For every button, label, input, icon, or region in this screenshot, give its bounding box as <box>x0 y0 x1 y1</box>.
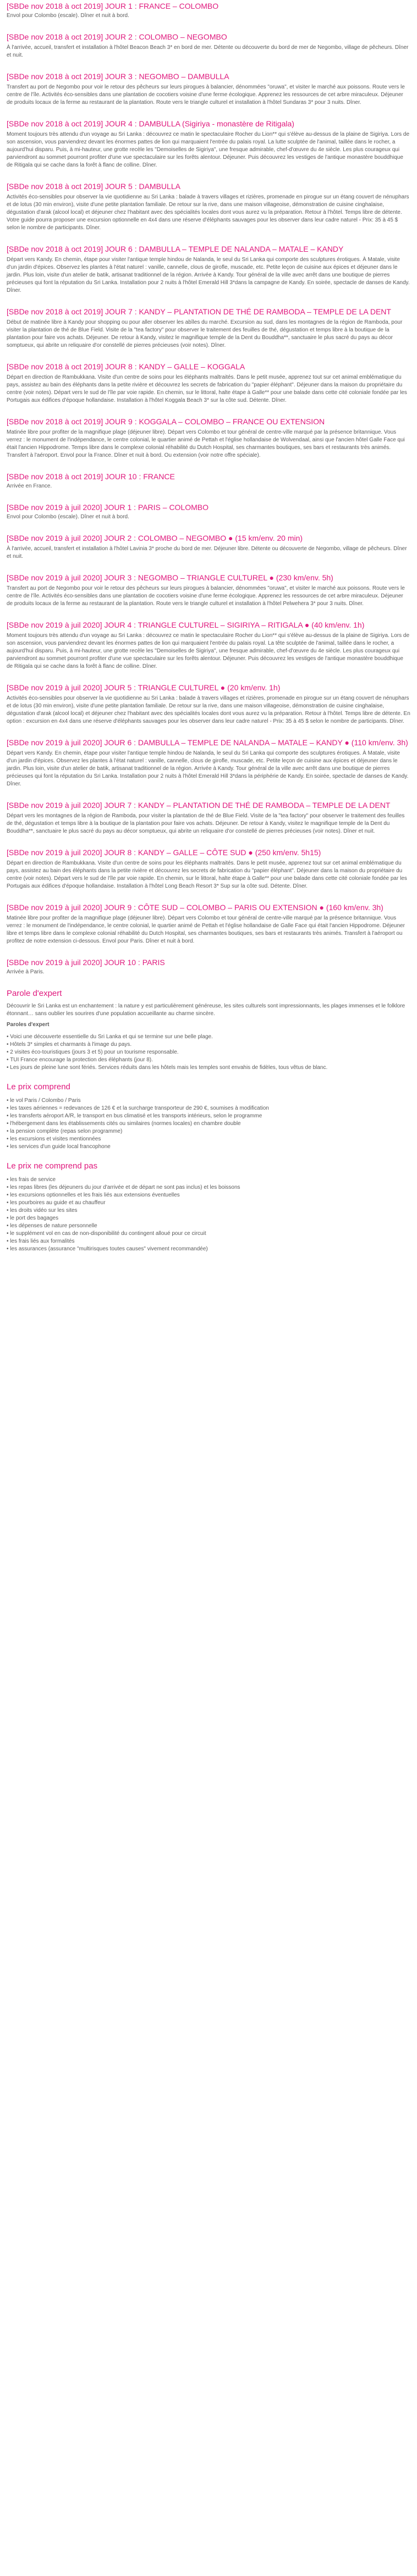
day-title: [SBDe nov 2019 à juil 2020] JOUR 9 : CÔTE SUD – COLOMBO – PARIS OU EXTENSION ● (160 km/env. 3h) <box>7 903 383 912</box>
day-description: Départ vers les montagnes de la région de Ramboda, pour visiter la plantation de thé de Blue Field. Visite de la "tea factory" pour observer le traitement des feuilles de thé, dégustation et temps libre à la boutique de la plantation pour faire vos achats. Déjeuner. De retour à Kandy, visitez le magnifique temple de la Dent du Bouddha**, sanctuaire le plus sacré du pays au décor somptueux, qui abrite un reliquaire d'or constellé de pierres précieuses (voir notes). Dîner et nuit. <box>7 813 405 834</box>
day-title: [SBDe nov 2019 à juil 2020] JOUR 2 : COLOMBO – NEGOMBO ● (15 km/env. 20 min) <box>7 534 303 542</box>
day-title: [SBDe nov 2018 à oct 2019] JOUR 5 : DAMBULLA <box>7 182 180 191</box>
day-description: Moment toujours très attendu d'un voyage au Sri Lanka : découvrez ce matin le spectaculaire Rocher du Lion** qui s'élève au-dessus de la plaine de Sigiriya. Lors de son ascension, vous parviendrez devant les énormes pattes de lion qui marquaient l'entrée du palais royal. La tête sculptée de l'animal, taillée dans le rocher, a aujourd'hui disparu. Puis, à mi-hauteur, une grotte recèle les "Demoiselles de Sigiriya", une fresque admirable, chef-d'œuvre du 4e siècle. Les plus courageux qui parviendront au sommet pourront profiter d'une vue spectaculaire sur les forêts alentour. Déjeuner. Puis découvrez les vestiges de l'antique monastère bouddhique de Ritigala qui se cache dans la forêt à flanc de colline. Dîner. <box>7 633 410 669</box>
day-block <box>7 71 410 107</box>
day-description: Début de matinée libre à Kandy pour shopping ou pour aller observer les abîles du marché. Excursion au sud, dans les montagnes de la région de Ramboda, pour visiter la plantation de thé de Blue Field. Visite de la "tea factory" pour observer le traitement des feuilles de thé, dégustation et temps libre à la boutique de la plantation pour faire vos achats. Déjeuner. De retour à Kandy, visitez le magnifique temple de la Dent du Bouddha**, sanctuaire le plus sacré du pays au décor somptueux, qui abrite un reliquaire d'or constellé de pierres précieuses (voir notes). Dîner. <box>7 319 403 348</box>
list-item: • les droits vidéo sur les sites <box>7 1207 410 1215</box>
day-description: Moment toujours très attendu d'un voyage au Sri Lanka : découvrez ce matin le spectaculaire Rocher du Lion** qui s'élève au-dessus de la plaine de Sigiriya. Lors de son ascension, vous parviendrez devant les énormes pattes de lion qui marquaient l'entrée du palais royal. La lutte sculptée de l'animal, taillée dans le rocher, a aujourd'hui disparu. Puis, à mi-hauteur, une grotte recèle les "Demoiselles de Sigiriya", une fresque admirable, chef-d'œuvre du 4e siècle. Les plus courageux qui parviendront au sommet pourront profiter d'une vue spectaculaire sur les forêts alentour. Déjeuner. Puis découvrez les vestiges de l'antique monastère bouddhique de Ritigala qui se cache dans la forêt à flanc de colline. Dîner. <box>7 131 410 168</box>
day-title: [SBDe nov 2018 à oct 2019] JOUR 7 : KANDY – PLANTATION DE THÉ DE RAMBODA – TEMPLE DE LA DENT <box>7 307 391 316</box>
includes-section <box>7 1082 410 1151</box>
expert-list <box>7 1033 410 1072</box>
page <box>0 0 417 1276</box>
day-title: [SBDe nov 2019 à juil 2020] JOUR 10 : PARIS <box>7 958 165 967</box>
day-title: [SBDe nov 2018 à oct 2019] JOUR 8 : KANDY – GALLE – KOGGALA <box>7 362 245 371</box>
itinerary <box>7 1 410 976</box>
list-item: • les dépenses de nature personnelle <box>7 1222 410 1230</box>
day-block <box>7 472 410 490</box>
list-item: • la pension complète (repas selon programme) <box>7 1128 410 1135</box>
day-title: [SBDe nov 2019 à juil 2020] JOUR 4 : TRIANGLE CULTUREL – SIGIRIYA – RITIGALA ● (40 km/env. 1h) <box>7 621 365 629</box>
day-title: [SBDe nov 2018 à oct 2019] JOUR 1 : FRANCE – COLOMBO <box>7 2 219 10</box>
day-block <box>7 620 410 671</box>
day-description: Activités éco-sensibles pour observer la vie quotidienne au Sri Lanka : balade à travers villages et rizières, promenade en pirogue sur un étang couvert de nénuphars et de lotus (30 min environ), visite d'une petite plantation familiale. De retour sur la rive, dans une maison villageoise, démonstration de cuisine cinghalaise, dégustation d'arak (alcool local) et déjeuner chez l'habitant avec des spécialités locales dont vous aurez vu la préparation. Retour à l'hôtel. Temps libre de détente. En option : excursion en 4x4 dans une réserve d'éléphants sauvages pour les observer dans leur cadre naturel - Prix: 35 à 45 $ selon le nombre de participants. Dîner. <box>7 695 410 724</box>
day-description: Départ en direction de Rambukkana. Visite d'un centre de soins pour les éléphants maltraités. Dans le petit musée, apprenez tout sur cet animal emblématique du pays, assistez au bain des éléphants dans la petite rivière et découvrez les secrets de fabrication du "papier éléphant". Déjeuner dans la maison du propriétaire du centre (voir notes). Départ vers le sud de l'île par voie rapide. En chemin, sur le littoral, halte étape à Galle** pour une balade dans cette cité coloniale fondée par les Portugais aux édifices d'époque hollandaise. Installation à l'hôtel Long Beach Resort 3* Sup sur la côte sud. Détente. Dîner. <box>7 860 407 889</box>
day-block <box>7 683 410 725</box>
day-block <box>7 32 410 59</box>
expert-title: Parole d'expert <box>7 989 62 998</box>
list-item: • le supplément vol en cas de non-disponibilité du contingent alloué pour ce circuit <box>7 1230 410 1238</box>
list-item: • les transferts aéroport A/R, le transport en bus climatisé et les transports intérieurs, selon le programme <box>7 1112 410 1120</box>
day-description: Matinée libre pour profiter de la magnifique plage (déjeuner libre). Départ vers Colombo et tour général de centre-ville marqué par la présence britannique. Vous verrez : le monument de l'indépendance, le centre colonial, le quartier animé de Pettah et l'église hollandaise de Wolvendaal, ainsi que l'ancien hôtel Galle Face qui était l'ancien Hippodrome. Temps libre dans le complexe colonial réhabilité du Dutch Hospital, ses charmantes boutiques, ses bars et restaurants très animés. Transfert à l'aéroport. Envol pour la France. Dîner et nuit à bord. Ou extension (voir notre offre spéciale). <box>7 429 405 458</box>
list-item: • le port des bagages <box>7 1215 410 1222</box>
day-block <box>7 307 410 350</box>
day-title: [SBDe nov 2018 à oct 2019] JOUR 4 : DAMBULLA (Sigiriya - monastère de Ritigala) <box>7 119 294 128</box>
list-item: • les frais de service <box>7 1176 410 1184</box>
day-title: [SBDe nov 2019 à juil 2020] JOUR 5 : TRIANGLE CULTUREL ● (20 km/env. 1h) <box>7 683 281 692</box>
list-item: • les services d'un guide local francophone <box>7 1143 410 1151</box>
list-item: • les repas libres (les déjeuners du jour d'arrivée et de départ ne sont pas inclus) et les boissons <box>7 1184 410 1192</box>
day-subtitle: Arrivée en France. <box>7 483 52 489</box>
includes-title: Le prix comprend <box>7 1082 70 1092</box>
day-description: À l'arrivée, accueil, transfert et installation à l'hôtel Beacon Beach 3* en bord de mer. Détente ou découverte du bord de mer de Negombo, village de pêcheurs. Dîner et nuit. <box>7 45 409 58</box>
list-item: • les excursions et visites mentionnées <box>7 1135 410 1143</box>
list-item: • TUI France encourage la protection des éléphants (jour 8). <box>7 1056 410 1064</box>
day-description: À l'arrivée, accueil, transfert et installation à l'hôtel Lavinia 3* proche du bord de mer. Déjeuner libre. Détente ou découverte de Negombo, village de pêcheurs. Dîner et nuit. <box>7 546 407 559</box>
day-description: Départ vers Kandy. En chemin, étape pour visiter l'antique temple hindou de Nalanda, le seul du Sri Lanka qui comporte des sculptures érotiques. À Matale, visite d'un jardin d'épices. Observez les plantes à l'état naturel : vanille, cannelle, clous de girofle, muscade, etc. Petite leçon de cuisine aux épices et déjeuner dans le jardin. Plus loin, visite d'un atelier de batik, artisanat traditionnel de la région. Arrivée à Kandy. Tour général de la ville avec arrêt dans une boutique de pierres précieuses qui font la réputation du Sri Lanka. Installation pour 2 nuits à l'hôtel Emerald Hill 3*dans la périphérie de Kandy. En soirée, spectacle de danses de Kandy. Dîner. <box>7 750 409 787</box>
day-title: [SBDe nov 2018 à oct 2019] JOUR 3 : NEGOMBO – DAMBULLA <box>7 72 229 81</box>
day-block <box>7 738 410 788</box>
day-block <box>7 417 410 459</box>
list-item: • le vol Paris / Colombo / Paris <box>7 1097 410 1105</box>
day-title: [SBDe nov 2019 à juil 2020] JOUR 6 : DAMBULLA – TEMPLE DE NALANDA – MATALE – KANDY ● (110 km/env. 3h) <box>7 738 408 747</box>
day-title: [SBDe nov 2019 à juil 2020] JOUR 1 : PARIS – COLOMBO <box>7 503 209 512</box>
list-item: • les taxes aériennes = redevances de 126 € et la surcharge transporteur de 290 €, soumises à modification <box>7 1105 410 1112</box>
day-title: [SBDe nov 2018 à oct 2019] JOUR 6 : DAMBULLA – TEMPLE DE NALANDA – MATALE – KANDY <box>7 245 344 253</box>
day-block <box>7 244 410 295</box>
day-title: [SBDe nov 2018 à oct 2019] JOUR 9 : KOGGALA – COLOMBO – FRANCE OU EXTENSION <box>7 417 325 426</box>
day-block <box>7 573 410 608</box>
day-block <box>7 1 410 20</box>
day-description: Activités éco-sensibles pour observer la vie quotidienne au Sri Lanka : balade à travers villages et rizières, promenade en pirogue sur un étang couvert de nénuphars et de lotus (30 min environ), visite d'une petite plantation familiale. De retour sur la rive, dans une maison villageoise, démonstration de cuisine cinghalaise, dégustation d'arak (alcool local) et déjeuner chez l'habitant avec des spécialités locales dont vous aurez vu la préparation. Retour à l'hôtel. Temps libre de détente. Votre guide pourra proposer une excursion optionnelle en 4x4 dans une réserve d'éléphants sauvages pour les observer dans leur cadre naturel - Prix: 35 à 45 $ selon le nombre de participants. Dîner. <box>7 194 409 231</box>
day-description: Départ en direction de Rambukkana. Visite d'un centre de soins pour les éléphants maltraités. Dans le petit musée, apprenez tout sur cet animal emblématique du pays, assistez au bain des éléphants dans la petite rivière et découvrez les secrets de fabrication du "papier éléphant". Déjeuner dans la maison du propriétaire du centre (voir notes). Départ vers le sud de l'île par voie rapide. En chemin, sur le littoral, halte étape à Galle** pour une balade dans cette cité coloniale fondée par les Portugais aux édifices d'époque hollandaise. Installation à l'hôtel Koggala Beach 3* sur la côte sud. Détente. Dîner. <box>7 374 407 403</box>
list-item: • Les jours de pleine lune sont fériés. Services réduits dans les hôtels mais les temples sont envahis de fidèles, tous vêtus de blanc. <box>7 1064 410 1072</box>
excludes-title: Le prix ne comprend pas <box>7 1161 98 1171</box>
day-title: [SBDe nov 2018 à oct 2019] JOUR 10 : FRANCE <box>7 472 175 481</box>
excludes-section <box>7 1161 410 1253</box>
list-item: • Hôtels 3* simples et charmants à l'image du pays. <box>7 1041 410 1049</box>
day-subtitle: Envol pour Colombo (escale). Dîner et nuit à bord. <box>7 13 129 19</box>
day-title: [SBDe nov 2019 à juil 2020] JOUR 7 : KANDY – PLANTATION DE THÉ DE RAMBODA – TEMPLE DE LA DENT <box>7 801 391 810</box>
includes-list <box>7 1097 410 1151</box>
day-block <box>7 847 410 890</box>
day-block <box>7 533 410 561</box>
excludes-list <box>7 1176 410 1253</box>
day-description: Matinée libre pour profiter de la magnifique plage (déjeuner libre). Départ vers Colombo et tour général de centre-ville marqué par la présence britannique. Vous verrez : le monument de l'indépendance, le centre colonial, le quartier animé de Pettah et l'église hollandaise de Galle Face qui était l'ancien Hippodrome. Déjeuner libre et temps libre dans le complexe colonial réhabilité du Dutch Hospital, ses charmantes boutiques, ses bars et restaurants très animés. Transfert à l'aéroport ou profitez de notre extension ci-dessous. Envol pour Paris. Dîner et nuit à bord. <box>7 915 405 944</box>
list-item: • les assurances (assurance "multirisques toutes causes" vivement recommandée) <box>7 1245 410 1253</box>
day-title: [SBDe nov 2018 à oct 2019] JOUR 2 : COLOMBO – NEGOMBO <box>7 32 227 41</box>
list-item: • Voici une découverte essentielle du Sri Lanka et qui se termine sur une belle plage. <box>7 1033 410 1041</box>
day-subtitle: Arrivée à Paris. <box>7 969 45 975</box>
day-block <box>7 502 410 521</box>
day-block <box>7 957 410 976</box>
day-description: Transfert au port de Negombo pour voir le retour des pêcheurs sur leurs pirogues à balancier, dénommées "oruwa", et visiter le marché aux poissons. Route vers le centre de l'île. Activités éco-sensibles dans une plantation de cocotiers voisine d'une ferme écologique. Apprenez les ressources de cet arbre miraculeux. Déjeuner de produits locaux de la ferme au restaurant de la plantation. Route vers le triangle culturel et installation à l'hôtel Sundaras 3* pour 3 nuits. Dîner. <box>7 84 405 106</box>
day-block <box>7 362 410 405</box>
day-description: Départ vers Kandy. En chemin, étape pour visiter l'antique temple hindou de Nalanda, le seul du Sri Lanka qui comporte des sculptures érotiques. À Matale, visite d'un jardin d'épices. Observez les plantes à l'état naturel : vanille, cannelle, clous de girofle, muscade, etc. Petite leçon de cuisine aux épices et déjeuner dans le jardin. Plus loin, visite d'un atelier de batik, artisanat traditionnel de la région. Arrivée à Kandy. Tour général de la ville avec arrêt dans une boutique de pierres précieuses qui font la réputation du Sri Lanka. Installation pour 2 nuits à l'hôtel Emerald Hill 3*dans la campagne de Kandy. En soirée, spectacle de danses de Kandy. Dîner. <box>7 257 410 293</box>
day-title: [SBDe nov 2019 à juil 2020] JOUR 8 : KANDY – GALLE – CÔTE SUD ● (250 km/env. 5h15) <box>7 848 321 857</box>
day-subtitle: Envol pour Colombo (escale). Dîner et nuit à bord. <box>7 514 129 520</box>
list-item: • l'hébergement dans les établissements cités ou similaires (normes locales) en chambre double <box>7 1120 410 1128</box>
day-block <box>7 800 410 835</box>
day-block <box>7 902 410 945</box>
day-block <box>7 181 410 232</box>
list-item: • les pourboires au guide et au chauffeur <box>7 1199 410 1207</box>
day-title: [SBDe nov 2019 à juil 2020] JOUR 3 : NEGOMBO – TRIANGLE CULTUREL ● (230 km/env. 5h) <box>7 573 333 582</box>
day-description: Transfert au port de Negombo pour voir le retour des pêcheurs sur leurs pirogues à balancier, dénommées "oruwa", et visiter le marché aux poissons. Route vers le centre de l'île. Activités éco-sensibles dans une plantation de cocotiers voisine d'une ferme écologique. Apprenez les ressources de cet arbre miraculeux. Déjeuner de produits locaux de la ferme au restaurant de la plantation. Route vers le triangle culturel et installation à l'hôtel Pelwehera 3* pour 3 nuits. Dîner. <box>7 585 405 607</box>
expert-section <box>7 988 410 1072</box>
list-item: • 2 visites éco-touristiques (jours 3 et 5) pour un tourisme responsable. <box>7 1049 410 1056</box>
expert-label: Paroles d'expert <box>7 1022 50 1028</box>
day-block <box>7 119 410 169</box>
expert-text: Découvrir le Sri Lanka est un enchantement : la nature y est particulièrement généreuse, les sites culturels sont impressionnants, les plages immenses et le folklore étonnant… sans oublier les sourires d'une population accueillante au charme sincère. <box>7 1003 405 1017</box>
list-item: • les frais liés aux formalités <box>7 1238 410 1245</box>
list-item: • les excursions optionnelles et les frais liés aux extensions éventuelles <box>7 1192 410 1199</box>
